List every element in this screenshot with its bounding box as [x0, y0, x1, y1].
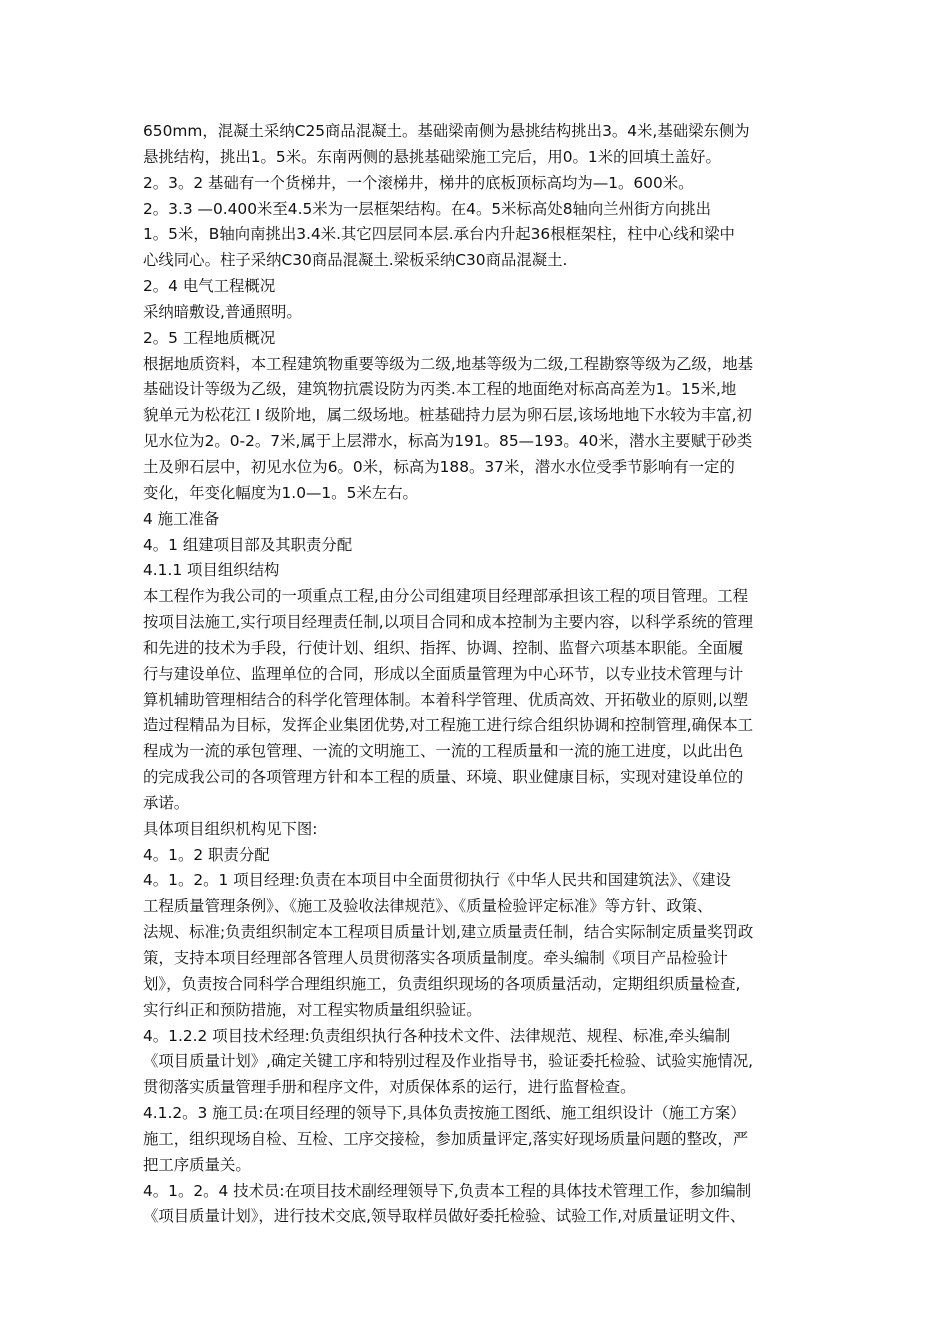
text-line: 1。5米，B轴向南挑出3.4米.其它四层同本层.承台内升起36根框架柱，柱中心线和梁中	[143, 225, 735, 244]
text-line: 划》，负责按合同科学合理组织施工，负责组织现场的各项质量活动，定期组织质量检查,	[143, 974, 741, 993]
text-line: 贯彻落实质量管理手册和程序文件，对质保体系的运行，进行监督检查。	[143, 1078, 636, 1097]
document-body	[143, 119, 811, 1230]
text-line: 造过程精品为目标，发挥企业集团优势,对工程施工进行综合组织协调和控制管理,确保本工	[143, 716, 754, 735]
text-line: 心线同心。柱子采纳C30商品混凝土.梁板采纳C30商品混凝土.	[143, 251, 568, 270]
text-line: 实行纠正和预防措施，对工程实物质量组织验证。	[143, 1000, 482, 1019]
text-line: 本工程作为我公司的一项重点工程,由分公司组建项目经理部承担该工程的项目管理。工程	[143, 587, 749, 606]
text-line: 基础设计等级为乙级，建筑物抗震设防为丙类.本工程的地面绝对标高高差为1。15米,地	[143, 380, 737, 399]
text-line: 承诺。	[143, 793, 190, 812]
text-line: 《项目质量计划》，进行技术交底,领导取样员做好委托检验、试验工作,对质量证明文件、	[143, 1207, 746, 1226]
text-line: 行与建设单位、监理单位的合同，形成以全面质量管理为中心环节，以专业技术管理与计	[143, 664, 744, 683]
text-line: 4。1。2。1 项目经理:负责在本项目中全面贯彻执行《中华人民共和国建筑法》、《建设	[143, 871, 731, 890]
text-line: 工程质量管理条例》、《施工及验收法律规范》、《质量检验评定标准》等方针、政策、	[143, 897, 713, 916]
text-line: 4。1.2.2 项目技术经理:负责组织执行各种技术文件、法律规范、规程、标准,牵头编制	[143, 1026, 731, 1045]
text-line: 算机辅助管理相结合的科学化管理体制。本着科学管理、优质高效、开拓敬业的原则,以塑	[143, 690, 749, 709]
text-line: 采纳暗敷设,普通照明。	[143, 302, 302, 321]
text-line: 程成为一流的承包管理、一流的文明施工、一流的工程质量和一流的施工进度，以此出色	[143, 742, 744, 761]
text-line: 4。1。2 职责分配	[143, 845, 270, 864]
text-line: 4.1.2。3 施工员:在项目经理的领导下,具体负责按施工图纸、施工组织设计（施工方案）	[143, 1104, 746, 1123]
text-line: 650mm，混凝土采纳C25商品混凝土。基础梁南侧为悬挑结构挑出3。4米,基础梁东侧为	[143, 122, 750, 140]
text-line: 和先进的技术为手段，行使计划、组织、指挥、协调、控制、监督六项基本职能。全面履	[143, 638, 744, 657]
text-line: 2。3.3 —0.400米至4.5米为一层框架结构。在4。5米标高处8轴向兰州街方向挑出	[143, 199, 712, 218]
text-line: 的完成我公司的各项管理方针和本工程的质量、环境、职业健康目标，实现对建设单位的	[143, 768, 744, 787]
text-line: 见水位为2。0-2。7米,属于上层滞水，标高为191。85—193。40米，潜水主要赋于砂类	[143, 432, 753, 451]
text-line: 2。3。2 基础有一个货梯井，一个滚梯井，梯井的底板顶标高均为—1。600米。	[143, 173, 694, 192]
text-line: 貌单元为松花江 I 级阶地，属二级场地。桩基础持力层为卵石层,该场地地下水较为丰富,初	[143, 406, 752, 425]
text-line: 4.1.1 项目组织结构	[143, 561, 280, 580]
text-line: 2。5 工程地质概况	[143, 328, 276, 347]
text-line: 法规、标准;负责组织制定本工程项目质量计划,建立质量责任制，结合实际制定质量奖罚政	[143, 923, 754, 942]
text-line: 土及卵石层中，初见水位为6。0米，标高为188。37米，潜水水位受季节影响有一定的	[143, 457, 735, 476]
text-line: 根据地质资料，本工程建筑物重要等级为二级,地基等级为二级,工程勘察等级为乙级，地基	[143, 354, 754, 373]
text-line: 把工序质量关。	[143, 1155, 251, 1174]
text-line: 按项目法施工,实行项目经理责任制,以项目合同和成本控制为主要内容，以科学系统的管理	[143, 613, 754, 632]
text-line: 4。1。2。4 技术员:在项目技术副经理领导下,负责本工程的具体技术管理工作，参加编制	[143, 1181, 752, 1200]
text-line: 变化，年变化幅度为1.0—1。5米左右。	[143, 483, 418, 502]
text-line: 悬挑结构，挑出1。5米。东南两侧的悬挑基础梁施工完后，用0。1米的回填土盖好。	[143, 147, 721, 166]
text-line: 策，支持本项目经理部各管理人员贯彻落实各项质量制度。牵头编制《项目产品检验计	[143, 949, 728, 967]
text-line: 4 施工准备	[143, 509, 220, 528]
text-line: 《项目质量计划》,确定关键工序和特别过程及作业指导书，验证委托检验、试验实施情况,	[143, 1052, 754, 1071]
text-line: 施工，组织现场自检、互检、工序交接检，参加质量评定,落实好现场质量问题的整改，严	[143, 1129, 749, 1148]
text-line: 2。4 电气工程概况	[143, 277, 276, 296]
text-line: 具体项目组织机构见下图:	[143, 819, 318, 838]
text-line: 4。1 组建项目部及其职责分配	[143, 535, 353, 554]
